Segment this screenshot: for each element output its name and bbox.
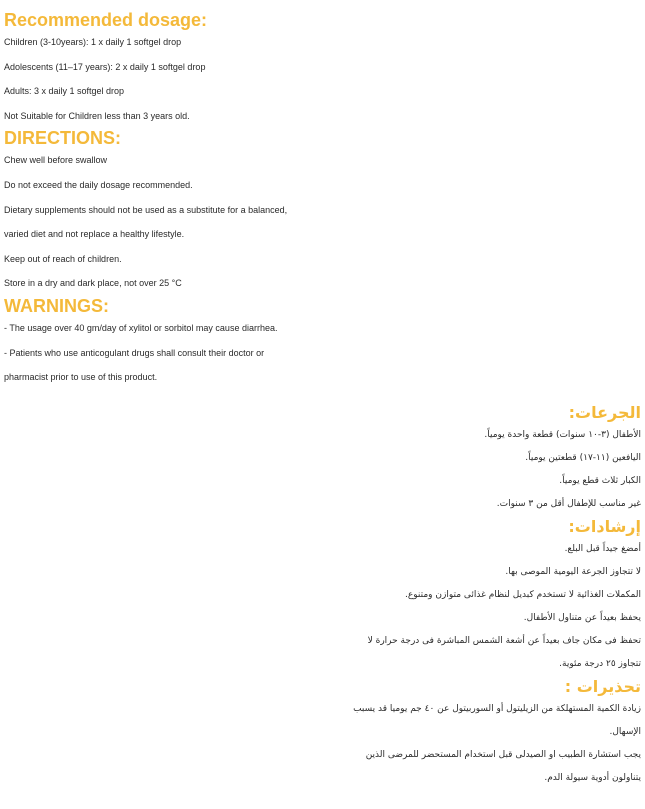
arabic-warnings-line: زيادة الكمية المستهلكة من الزيليتول أو السوربيتول عن ٤٠ جم يوميا قد يسبب: [353, 704, 641, 714]
arabic-warnings-section: [0, 676, 641, 790]
arabic-section: [0, 402, 641, 790]
arabic-dosage-line: الأطفال (٣-١٠ سنوات) قطعة واحدة يومياً.: [484, 430, 641, 440]
arabic-directions-line: يحفظ بعيداً عن متناول الأطفال.: [523, 613, 641, 623]
directions-line: Store in a dry and dark place, not over 25 °C: [4, 278, 182, 289]
dosage-heading: Recommended dosage:: [4, 10, 208, 30]
dosage-line: Adolescents (11–17 years): 2 x daily 1 softgel drop: [4, 61, 206, 72]
directions-line: varied diet and not replace a healthy lifestyle.: [4, 229, 185, 240]
warnings-line: pharmacist prior to use of this product.: [4, 372, 158, 383]
arabic-dosage-section: [0, 402, 641, 516]
dosage-line: Children (3-10years): 1 x daily 1 softgel drop: [4, 37, 182, 47]
english-section: [0, 10, 645, 390]
arabic-directions-line: المكملات الغذائية لا تستخدم كبديل لنظام غذائى متوازن ومتنوع.: [405, 590, 641, 600]
arabic-directions-line: لا تتجاوز الجرعة اليومية الموصى بها.: [505, 567, 641, 577]
warnings-section: [0, 296, 645, 390]
dosage-line: Not Suitable for Children less than 3 years old.: [4, 110, 190, 121]
warnings-line: - The usage over 40 gm/day of xylitol or sorbitol may cause diarrhea.: [4, 322, 278, 333]
arabic-warnings-line: يجب استشارة الطبيب او الصيدلى قبل استخدام المستحضر للمرضى الذين: [365, 750, 641, 760]
warnings-line: - Patients who use anticogulant drugs shall consult their doctor or: [4, 347, 265, 358]
directions-line: Do not exceed the daily dosage recommended.: [4, 179, 193, 190]
arabic-directions-heading: إرشادات:: [568, 517, 641, 536]
directions-line: Dietary supplements should not be used as a substitute for a balanced,: [4, 204, 288, 215]
directions-section: [0, 128, 645, 296]
arabic-directions-line: أمضغ جيداً قبل البلع.: [564, 544, 641, 554]
dosage-line: Adults: 3 x daily 1 softgel drop: [4, 86, 125, 97]
arabic-warnings-line: يتناولون أدوية سيولة الدم.: [544, 773, 641, 783]
arabic-directions-section: [0, 516, 641, 676]
warnings-heading: WARNINGS:: [4, 295, 109, 316]
arabic-dosage-line: اليافعين (١١-١٧) قطعتين يومياً.: [525, 453, 641, 463]
directions-heading: DIRECTIONS:: [4, 128, 121, 149]
arabic-warnings-line: الإسهال.: [609, 727, 641, 737]
arabic-directions-line: تتجاوز ٢٥ درجة مئوية.: [559, 659, 641, 669]
arabic-directions-line: تحفظ فى مكان جاف بعيداً عن أشعة الشمس المباشرة فى درجة حرارة لا: [367, 636, 641, 646]
arabic-warnings-heading: تحذيرات :: [564, 677, 641, 696]
arabic-dosage-line: الكبار ثلاث قطع يومياً.: [559, 476, 641, 486]
directions-line: Keep out of reach of children.: [4, 253, 122, 264]
arabic-dosage-line: غير مناسب للإطفال أقل من ٣ سنوات.: [496, 499, 641, 509]
dosage-section: [0, 10, 645, 128]
directions-line: Chew well before swallow: [4, 155, 108, 166]
arabic-dosage-heading: الجرعات:: [568, 403, 641, 422]
